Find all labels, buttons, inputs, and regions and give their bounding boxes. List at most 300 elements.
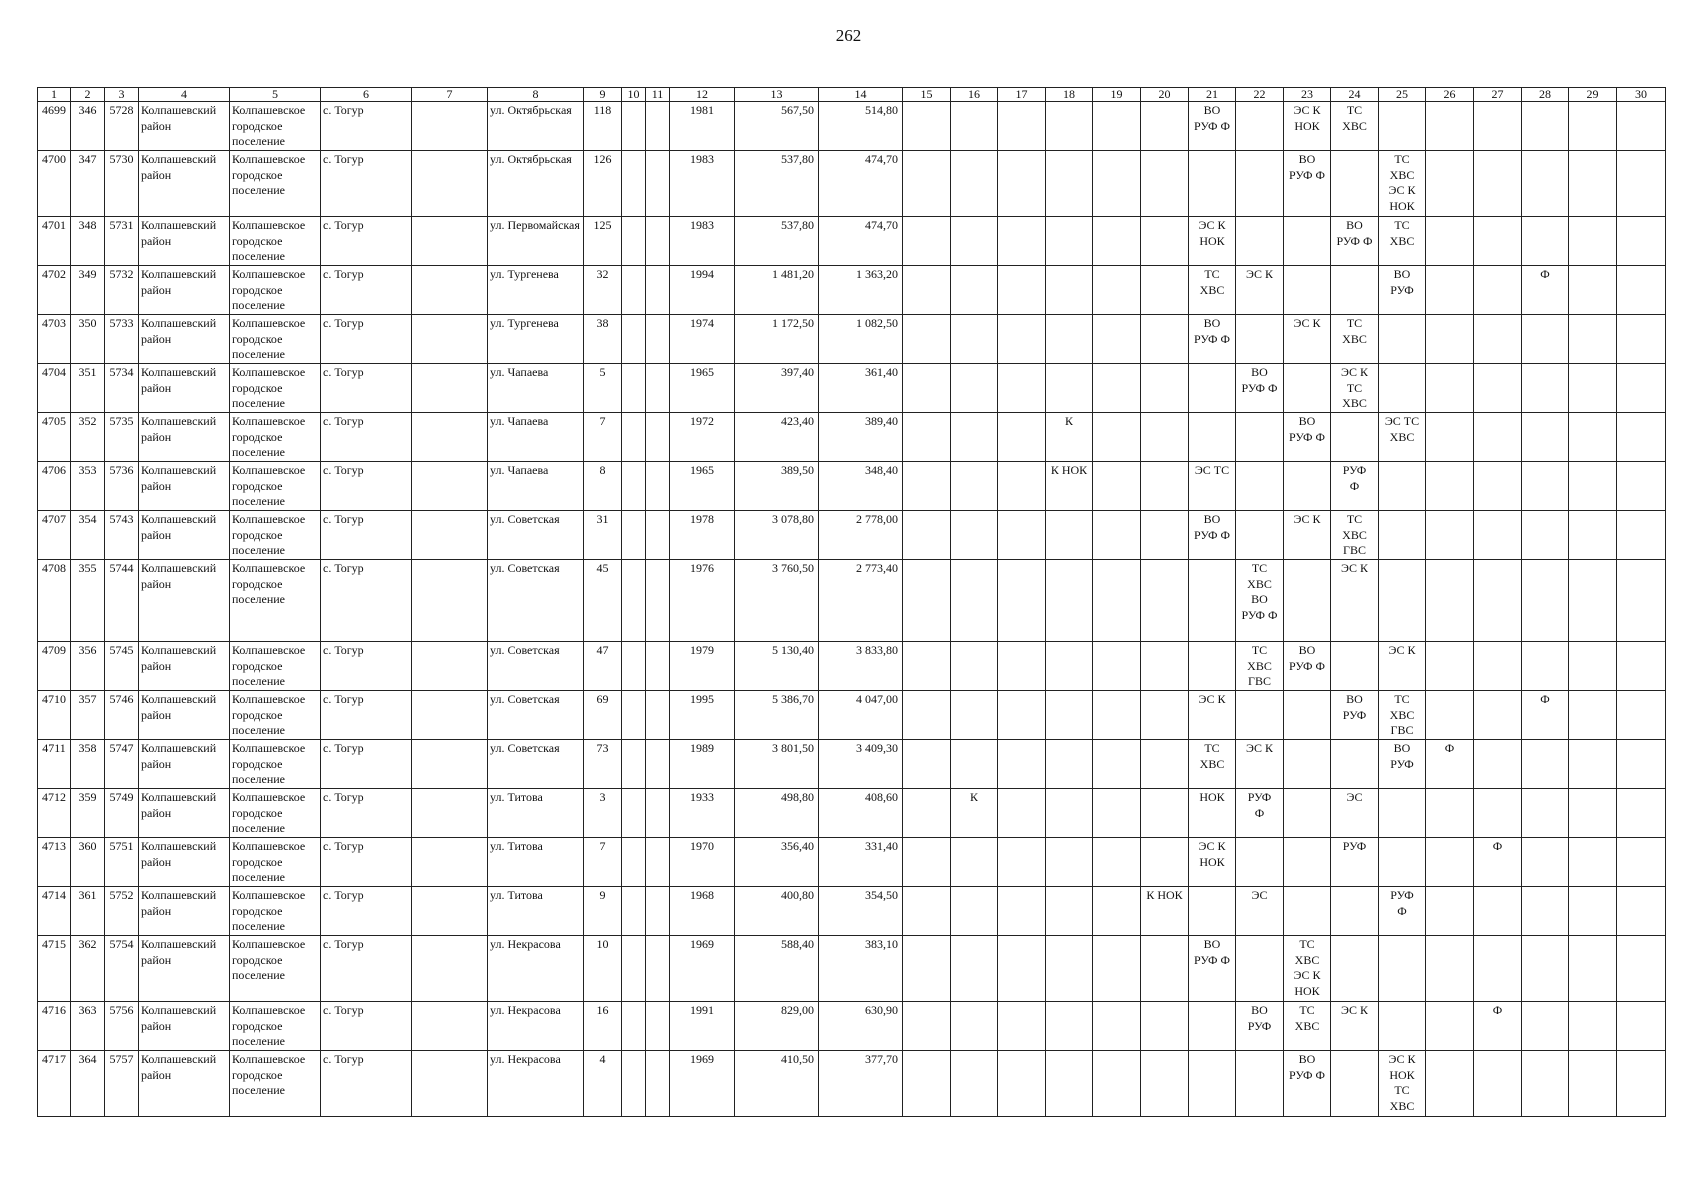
table-cell: 5749 [105, 789, 139, 838]
table-cell: с. Тогур [321, 1002, 412, 1051]
table-cell [951, 315, 998, 364]
table-cell: 389,40 [819, 413, 903, 462]
table-cell [951, 936, 998, 1002]
table-cell [1046, 887, 1093, 936]
table-cell: Колпашевский район [139, 936, 230, 1002]
table-cell [412, 266, 488, 315]
table-cell: 1995 [670, 691, 735, 740]
table-cell [1093, 1051, 1141, 1117]
table-cell [622, 151, 646, 217]
column-number-cell: 20 [1141, 88, 1189, 102]
table-cell [412, 691, 488, 740]
table-cell: ТС ХВС ГВС [1331, 511, 1379, 560]
table-cell: 4713 [38, 838, 71, 887]
table-cell: 3 409,30 [819, 740, 903, 789]
table-cell [1569, 315, 1617, 364]
table-cell: 4716 [38, 1002, 71, 1051]
table-cell [1093, 511, 1141, 560]
table-cell [1426, 151, 1474, 217]
table-cell: 5728 [105, 102, 139, 151]
table-cell: Колпашевское городское поселение [230, 691, 321, 740]
table-cell [646, 642, 670, 691]
table-cell [1522, 217, 1569, 266]
table-cell: Ф [1474, 1002, 1522, 1051]
table-cell: 356,40 [735, 838, 819, 887]
table-cell [1474, 364, 1522, 413]
table-cell: 347 [71, 151, 105, 217]
table-cell: 408,60 [819, 789, 903, 838]
table-cell: ЭС К [1236, 266, 1284, 315]
column-number-cell: 26 [1426, 88, 1474, 102]
table-cell [622, 217, 646, 266]
table-cell: 73 [584, 740, 622, 789]
table-cell: 2 773,40 [819, 560, 903, 642]
table-cell [998, 691, 1046, 740]
table-cell [1379, 789, 1426, 838]
table-cell [1284, 691, 1331, 740]
table-cell [951, 102, 998, 151]
table-cell: Колпашевский район [139, 462, 230, 511]
table-cell [1284, 560, 1331, 642]
table-cell: ВО РУФ [1379, 740, 1426, 789]
table-cell: 4701 [38, 217, 71, 266]
table-cell: 474,70 [819, 217, 903, 266]
table-cell: ВО РУФ Ф [1284, 1051, 1331, 1117]
table-cell [622, 740, 646, 789]
table-row [38, 413, 1666, 462]
table-cell: ВО РУФ Ф [1284, 413, 1331, 462]
housing-register-table [37, 87, 1666, 1117]
table-cell: Ф [1522, 691, 1569, 740]
table-cell [1331, 887, 1379, 936]
table-cell [998, 511, 1046, 560]
table-cell [1284, 789, 1331, 838]
table-cell: Колпашевское городское поселение [230, 1002, 321, 1051]
table-cell [1236, 691, 1284, 740]
table-cell [1236, 1051, 1284, 1117]
table-cell: 4709 [38, 642, 71, 691]
table-cell: 16 [584, 1002, 622, 1051]
table-cell [1093, 691, 1141, 740]
table-cell [1474, 560, 1522, 642]
column-number-cell: 24 [1331, 88, 1379, 102]
table-cell: 1968 [670, 887, 735, 936]
table-cell: ЭС К [1284, 511, 1331, 560]
table-cell [1522, 511, 1569, 560]
column-number-cell: 14 [819, 88, 903, 102]
table-cell [622, 560, 646, 642]
table-cell: ул. Советская [488, 560, 584, 642]
table-cell [951, 887, 998, 936]
table-cell: ТС ХВС ВО РУФ Ф [1236, 560, 1284, 642]
table-cell: 5731 [105, 217, 139, 266]
table-cell [903, 266, 951, 315]
table-cell [622, 413, 646, 462]
table-cell: РУФ Ф [1331, 462, 1379, 511]
column-number-cell: 16 [951, 88, 998, 102]
table-cell: с. Тогур [321, 740, 412, 789]
table-cell [1331, 936, 1379, 1002]
table-cell [1379, 462, 1426, 511]
table-cell [903, 364, 951, 413]
table-cell: ул. Советская [488, 691, 584, 740]
table-cell: 5 130,40 [735, 642, 819, 691]
table-cell: 4703 [38, 315, 71, 364]
table-cell: 1981 [670, 102, 735, 151]
table-cell [1522, 887, 1569, 936]
table-cell: 126 [584, 151, 622, 217]
table-cell [622, 642, 646, 691]
table-cell: 45 [584, 560, 622, 642]
table-cell [1426, 789, 1474, 838]
table-cell [1189, 1051, 1236, 1117]
table-cell [951, 217, 998, 266]
table-cell: ВО РУФ Ф [1331, 217, 1379, 266]
column-number-cell: 29 [1569, 88, 1617, 102]
table-cell [622, 691, 646, 740]
table-cell: 362 [71, 936, 105, 1002]
table-cell [998, 642, 1046, 691]
table-cell [1141, 462, 1189, 511]
table-cell: Колпашевское городское поселение [230, 887, 321, 936]
table-cell [1474, 151, 1522, 217]
table-cell [1522, 151, 1569, 217]
table-cell: с. Тогур [321, 1051, 412, 1117]
column-number-cell: 11 [646, 88, 670, 102]
table-cell [1093, 102, 1141, 151]
table-cell: Колпашевский район [139, 1051, 230, 1117]
table-cell [903, 462, 951, 511]
table-cell [1474, 266, 1522, 315]
table-cell: ВО РУФ [1331, 691, 1379, 740]
table-cell: К [1046, 413, 1093, 462]
table-cell: 4710 [38, 691, 71, 740]
table-cell: 47 [584, 642, 622, 691]
table-row [38, 315, 1666, 364]
table-cell [998, 560, 1046, 642]
table-cell [951, 364, 998, 413]
table-cell: ЭС ТС ХВС [1379, 413, 1426, 462]
table-cell: с. Тогур [321, 462, 412, 511]
table-row [38, 511, 1666, 560]
table-cell: ЭС К НОК [1284, 102, 1331, 151]
table-cell: с. Тогур [321, 691, 412, 740]
table-cell [1426, 266, 1474, 315]
table-cell [1046, 315, 1093, 364]
table-cell [1426, 560, 1474, 642]
table-cell: 423,40 [735, 413, 819, 462]
table-cell [622, 1002, 646, 1051]
table-cell: 4715 [38, 936, 71, 1002]
table-cell [998, 740, 1046, 789]
table-cell: Ф [1522, 266, 1569, 315]
column-number-cell: 4 [139, 88, 230, 102]
table-cell [1141, 560, 1189, 642]
table-cell [1522, 364, 1569, 413]
table-cell [903, 413, 951, 462]
table-cell [998, 789, 1046, 838]
table-cell: Колпашевское городское поселение [230, 838, 321, 887]
table-cell [1141, 315, 1189, 364]
table-cell [1284, 217, 1331, 266]
table-cell: 5752 [105, 887, 139, 936]
table-cell: 358 [71, 740, 105, 789]
table-cell [1474, 217, 1522, 266]
table-cell [1569, 887, 1617, 936]
table-cell: ТС ХВС ЭС К НОК [1284, 936, 1331, 1002]
table-cell: Колпашевский район [139, 740, 230, 789]
table-cell: 356 [71, 642, 105, 691]
table-cell [903, 936, 951, 1002]
table-row [38, 838, 1666, 887]
table-cell: Колпашевский район [139, 642, 230, 691]
column-number-cell: 19 [1093, 88, 1141, 102]
table-cell: 4699 [38, 102, 71, 151]
table-cell [1236, 936, 1284, 1002]
table-cell [1522, 936, 1569, 1002]
table-cell [1093, 1002, 1141, 1051]
table-cell [1236, 838, 1284, 887]
table-cell [998, 1002, 1046, 1051]
table-cell: 5 [584, 364, 622, 413]
table-cell [1046, 102, 1093, 151]
table-cell [646, 740, 670, 789]
table-cell [1093, 936, 1141, 1002]
table-cell: ул. Октябрьская [488, 151, 584, 217]
table-cell [1617, 691, 1666, 740]
table-cell [1284, 740, 1331, 789]
table-cell [1141, 511, 1189, 560]
table-cell: Колпашевский район [139, 413, 230, 462]
table-cell: 537,80 [735, 151, 819, 217]
column-number-cell: 17 [998, 88, 1046, 102]
table-cell: ЭС [1331, 789, 1379, 838]
table-cell: 348,40 [819, 462, 903, 511]
table-cell [646, 413, 670, 462]
table-cell [1189, 1002, 1236, 1051]
table-cell [1331, 642, 1379, 691]
table-cell: 1 082,50 [819, 315, 903, 364]
table-cell: 1979 [670, 642, 735, 691]
table-cell [1046, 642, 1093, 691]
table-cell [1617, 1051, 1666, 1117]
table-cell [1569, 364, 1617, 413]
table-row [38, 151, 1666, 217]
table-cell: 1 481,20 [735, 266, 819, 315]
table-cell [1093, 838, 1141, 887]
table-cell [1093, 740, 1141, 789]
table-cell: Колпашевский район [139, 789, 230, 838]
table-cell [1617, 936, 1666, 1002]
table-cell [1522, 642, 1569, 691]
table-cell: НОК [1189, 789, 1236, 838]
table-cell [903, 560, 951, 642]
table-cell: 355 [71, 560, 105, 642]
table-cell [1141, 266, 1189, 315]
table-cell: ТС ХВС [1284, 1002, 1331, 1051]
table-cell [1426, 511, 1474, 560]
table-cell [1046, 266, 1093, 315]
table-cell [412, 789, 488, 838]
table-cell: с. Тогур [321, 413, 412, 462]
table-cell [646, 691, 670, 740]
table-cell [1141, 1002, 1189, 1051]
table-cell: 4705 [38, 413, 71, 462]
table-cell: 5745 [105, 642, 139, 691]
table-cell [1284, 462, 1331, 511]
table-cell: ВО РУФ Ф [1189, 936, 1236, 1002]
table-cell: 5743 [105, 511, 139, 560]
table-cell: 4717 [38, 1051, 71, 1117]
table-cell [1426, 364, 1474, 413]
table-cell [1379, 102, 1426, 151]
table-cell: 4702 [38, 266, 71, 315]
table-cell [1141, 102, 1189, 151]
table-cell [1522, 560, 1569, 642]
table-cell [1093, 789, 1141, 838]
table-cell: Ф [1426, 740, 1474, 789]
column-number-cell: 30 [1617, 88, 1666, 102]
table-cell [622, 315, 646, 364]
table-cell: Колпашевский район [139, 1002, 230, 1051]
table-cell: 4700 [38, 151, 71, 217]
table-cell: ТС ХВС ГВС [1379, 691, 1426, 740]
table-cell [903, 642, 951, 691]
table-cell [622, 789, 646, 838]
table-cell [1522, 102, 1569, 151]
table-cell: 1978 [670, 511, 735, 560]
table-cell [646, 102, 670, 151]
table-cell: ЭС ТС [1189, 462, 1236, 511]
table-cell: Колпашевское городское поселение [230, 364, 321, 413]
table-cell: ЭС К НОК [1189, 838, 1236, 887]
table-cell [1617, 887, 1666, 936]
table-cell [1046, 838, 1093, 887]
table-cell: 1933 [670, 789, 735, 838]
table-cell [1236, 102, 1284, 151]
table-cell: 1965 [670, 462, 735, 511]
table-cell: ЭС К НОК [1189, 217, 1236, 266]
table-cell [646, 151, 670, 217]
table-cell: 331,40 [819, 838, 903, 887]
table-cell: ул. Чапаева [488, 364, 584, 413]
table-cell [951, 462, 998, 511]
table-cell: 1969 [670, 1051, 735, 1117]
table-cell [1141, 642, 1189, 691]
table-cell [1617, 789, 1666, 838]
table-cell [951, 1051, 998, 1117]
table-cell [1426, 642, 1474, 691]
table-cell: 5751 [105, 838, 139, 887]
table-cell: 363 [71, 1002, 105, 1051]
table-cell [951, 151, 998, 217]
table-cell [412, 642, 488, 691]
table-cell [1426, 462, 1474, 511]
table-cell: 5747 [105, 740, 139, 789]
table-cell [1569, 511, 1617, 560]
column-number-cell: 10 [622, 88, 646, 102]
table-cell: Колпашевское городское поселение [230, 560, 321, 642]
table-cell [1617, 1002, 1666, 1051]
table-cell [1522, 789, 1569, 838]
table-cell [622, 1051, 646, 1117]
table-cell: 1994 [670, 266, 735, 315]
table-cell [646, 462, 670, 511]
column-number-cell: 12 [670, 88, 735, 102]
table-cell [622, 462, 646, 511]
table-cell [1426, 936, 1474, 1002]
table-cell [903, 887, 951, 936]
table-cell: Колпашевский район [139, 315, 230, 364]
table-cell [1617, 315, 1666, 364]
table-cell: ул. Советская [488, 511, 584, 560]
table-cell [1474, 887, 1522, 936]
table-cell [1474, 102, 1522, 151]
table-row [38, 217, 1666, 266]
table-cell: ТС ХВС [1189, 266, 1236, 315]
table-cell: 4714 [38, 887, 71, 936]
table-cell: Колпашевский район [139, 151, 230, 217]
table-cell: Колпашевский район [139, 217, 230, 266]
table-cell [1093, 217, 1141, 266]
table-cell: ВО РУФ Ф [1284, 151, 1331, 217]
table-cell: 537,80 [735, 217, 819, 266]
table-cell [1569, 560, 1617, 642]
page-number: 262 [835, 26, 862, 45]
table-cell: 4712 [38, 789, 71, 838]
table-cell: Колпашевское городское поселение [230, 102, 321, 151]
table-cell [1569, 642, 1617, 691]
table-cell [412, 364, 488, 413]
table-cell: 3 833,80 [819, 642, 903, 691]
table-cell [1141, 151, 1189, 217]
table-cell [1426, 691, 1474, 740]
table-cell [1617, 560, 1666, 642]
table-cell [1141, 789, 1189, 838]
table-cell [1522, 1051, 1569, 1117]
table-cell: Колпашевское городское поселение [230, 462, 321, 511]
table-cell: 410,50 [735, 1051, 819, 1117]
table-cell [412, 1002, 488, 1051]
table-cell [646, 936, 670, 1002]
table-cell [1046, 789, 1093, 838]
table-cell: 4711 [38, 740, 71, 789]
table-cell: 357 [71, 691, 105, 740]
table-cell [412, 151, 488, 217]
table-cell: ТС ХВС ГВС [1236, 642, 1284, 691]
table-cell [1141, 217, 1189, 266]
table-cell [1426, 887, 1474, 936]
table-cell: 630,90 [819, 1002, 903, 1051]
table-cell: ТС ХВС ЭС К НОК [1379, 151, 1426, 217]
table-cell [412, 838, 488, 887]
table-cell [1569, 413, 1617, 462]
table-cell: 361,40 [819, 364, 903, 413]
table-cell [622, 838, 646, 887]
column-number-cell: 18 [1046, 88, 1093, 102]
table-row [38, 462, 1666, 511]
table-cell [1093, 413, 1141, 462]
table-cell [1522, 838, 1569, 887]
table-cell: с. Тогур [321, 789, 412, 838]
table-cell [951, 740, 998, 789]
table-cell [1379, 838, 1426, 887]
table-cell: Колпашевское городское поселение [230, 413, 321, 462]
table-cell [1093, 462, 1141, 511]
table-cell [903, 838, 951, 887]
table-cell [998, 413, 1046, 462]
table-cell: ВО РУФ [1236, 1002, 1284, 1051]
